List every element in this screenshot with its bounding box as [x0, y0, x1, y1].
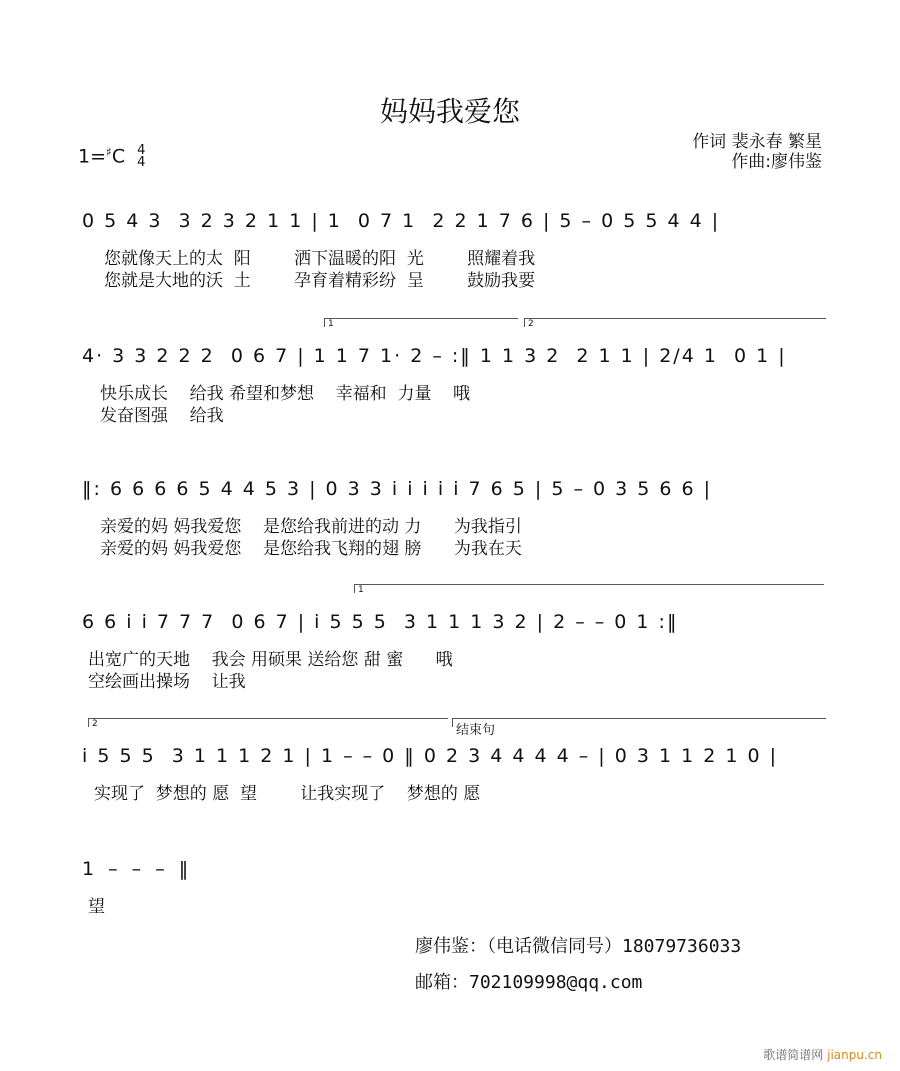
notes: 6 6 i i 7 7 7 0 6 7 | i 5 5 5 3 1 1 1 3 2 | 2 – – 0 1 :‖ [82, 611, 679, 633]
time-signature: 4 4 [137, 143, 146, 170]
lyrics-verse-1: 亲爱的妈 妈我爱您 是您给我前进的动 力 为我指引 [100, 517, 522, 537]
contact-info: 廖伟鉴：（电话微信同号）18079736033 [415, 936, 742, 957]
volta-2: 2 [88, 718, 448, 727]
ending-label: 结束句 [452, 718, 826, 727]
notes: 4· 3 3 2 2 2 0 6 7 | 1 1 7 1· 2 – :‖ 1 1 3 2 2 1 1 | 2/4 1 0 1 | [82, 345, 787, 367]
volta-2: 2 [524, 318, 826, 327]
sharp-icon: ♯ [106, 145, 112, 159]
lyricist: 作词 裴永春 繁星 [692, 132, 822, 152]
lyrics-verse-1: 您就像天上的太 阳 洒下温暖的阳 光 照耀着我 [104, 249, 536, 269]
email-info: 邮箱：702109998@qq.com [415, 972, 643, 993]
volta-1: 1 [324, 318, 518, 327]
lyrics-verse-2: 您就是大地的沃 土 孕育着精彩纷 呈 鼓励我要 [104, 271, 536, 291]
lyrics-verse-1: 出宽广的天地 我会 用硕果 送给您 甜 蜜 哦 [88, 650, 453, 670]
song-title: 妈妈我爱您 [379, 95, 520, 128]
notes: 1 – – – ‖ [82, 858, 193, 880]
notes: 0 5 4 3 3 2 3 2 1 1 | 1 0 7 1 2 2 1 7 6 | 5 – 0 5 5 4 4 | [82, 210, 721, 232]
key-tonic: 1= [78, 145, 107, 168]
lyrics-verse-1: 实现了 梦想的 愿 望 让我实现了 梦想的 愿 [94, 784, 481, 804]
watermark: 歌谱简谱网 jianpu.cn [763, 1048, 882, 1062]
notes: i 5 5 5 3 1 1 1 2 1 | 1 – – 0 ‖ 0 2 3 4 4 4 4 – | 0 3 1 1 2 1 0 | [82, 745, 778, 767]
credits [692, 132, 822, 172]
volta-1: 1 [354, 584, 824, 593]
key-signature [78, 145, 145, 169]
lyrics-verse-1: 望 [88, 897, 105, 917]
notes: ‖: 6 6 6 6 5 4 4 5 3 | 0 3 3 i i i i i 7 6 5 | 5 – 0 3 5 6 6 | [82, 478, 713, 500]
lyrics-verse-2: 发奋图强 给我 [100, 406, 224, 426]
lyrics-verse-1: 快乐成长 给我 希望和梦想 幸福和 力量 哦 [100, 384, 471, 404]
lyrics-verse-2: 空绘画出操场 让我 [88, 672, 246, 692]
lyrics-verse-2: 亲爱的妈 妈我爱您 是您给我飞翔的翅 膀 为我在天 [100, 539, 522, 559]
key-note: C [111, 145, 126, 168]
composer: 作曲:廖伟鉴 [731, 152, 822, 172]
